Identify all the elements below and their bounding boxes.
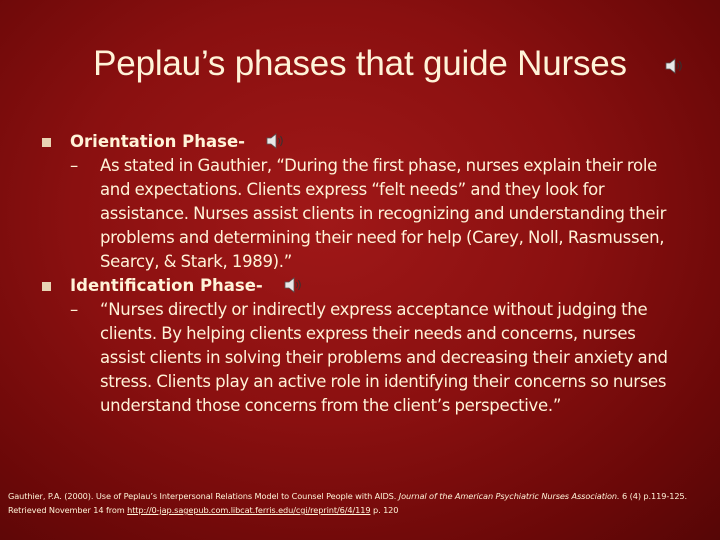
bullet-marker [42,138,51,147]
speaker-icon[interactable] [664,56,686,76]
bullet-identification [50,274,690,298]
slide-title [0,44,720,84]
sub-marker: – [70,300,78,319]
citation-link[interactable]: http://0-jap.sagepub.com.libcat.ferris.edu/cgi/reprint/6/4/119 [127,505,371,515]
bullet-orientation [50,130,690,154]
sub-bullet-text: As stated in Gauthier, “During the first phase, nurses explain their role and expectations. Clients express “felt needs” and they look for assistance. Nurses assist clients in recognizing and understanding their problems and determining their need for help (Carey, Noll, Rasmussen, Searcy, & Stark, 1989).” [100,156,667,271]
citation-volume: 6 (4) p.119-125. Retrieved November 14 from [8,491,688,515]
slide-title-text: Peplau’s phases that guide Nurses [93,44,627,83]
speaker-icon[interactable] [283,275,305,295]
bullet-list [50,130,690,418]
bullet-heading: Orientation Phase- [70,132,245,151]
citation [8,489,714,517]
bullet-marker [42,282,51,291]
citation-suffix: p. 120 [370,505,399,515]
sub-bullet-orientation [70,154,680,274]
sub-marker: – [70,156,78,175]
bullet-heading: Identification Phase- [70,276,263,295]
speaker-icon[interactable] [265,131,287,151]
sub-bullet-text: “Nurses directly or indirectly express acceptance without judging the clients. By helping clients express their needs and concerns, nurses assist clients in solving their problems and decreasing their anxiety and stress. Clients play an active role in identifying their concerns so nurses understand those concerns from the client’s perspective.” [100,300,668,415]
citation-prefix: Gauthier, P.A. (2000). Use of Peplau’s Interpersonal Relations Model to Counsel People with AIDS. [8,491,399,501]
sub-bullet-identification [70,298,680,418]
citation-journal: Journal of the American Psychiatric Nurses Association. [398,491,620,501]
